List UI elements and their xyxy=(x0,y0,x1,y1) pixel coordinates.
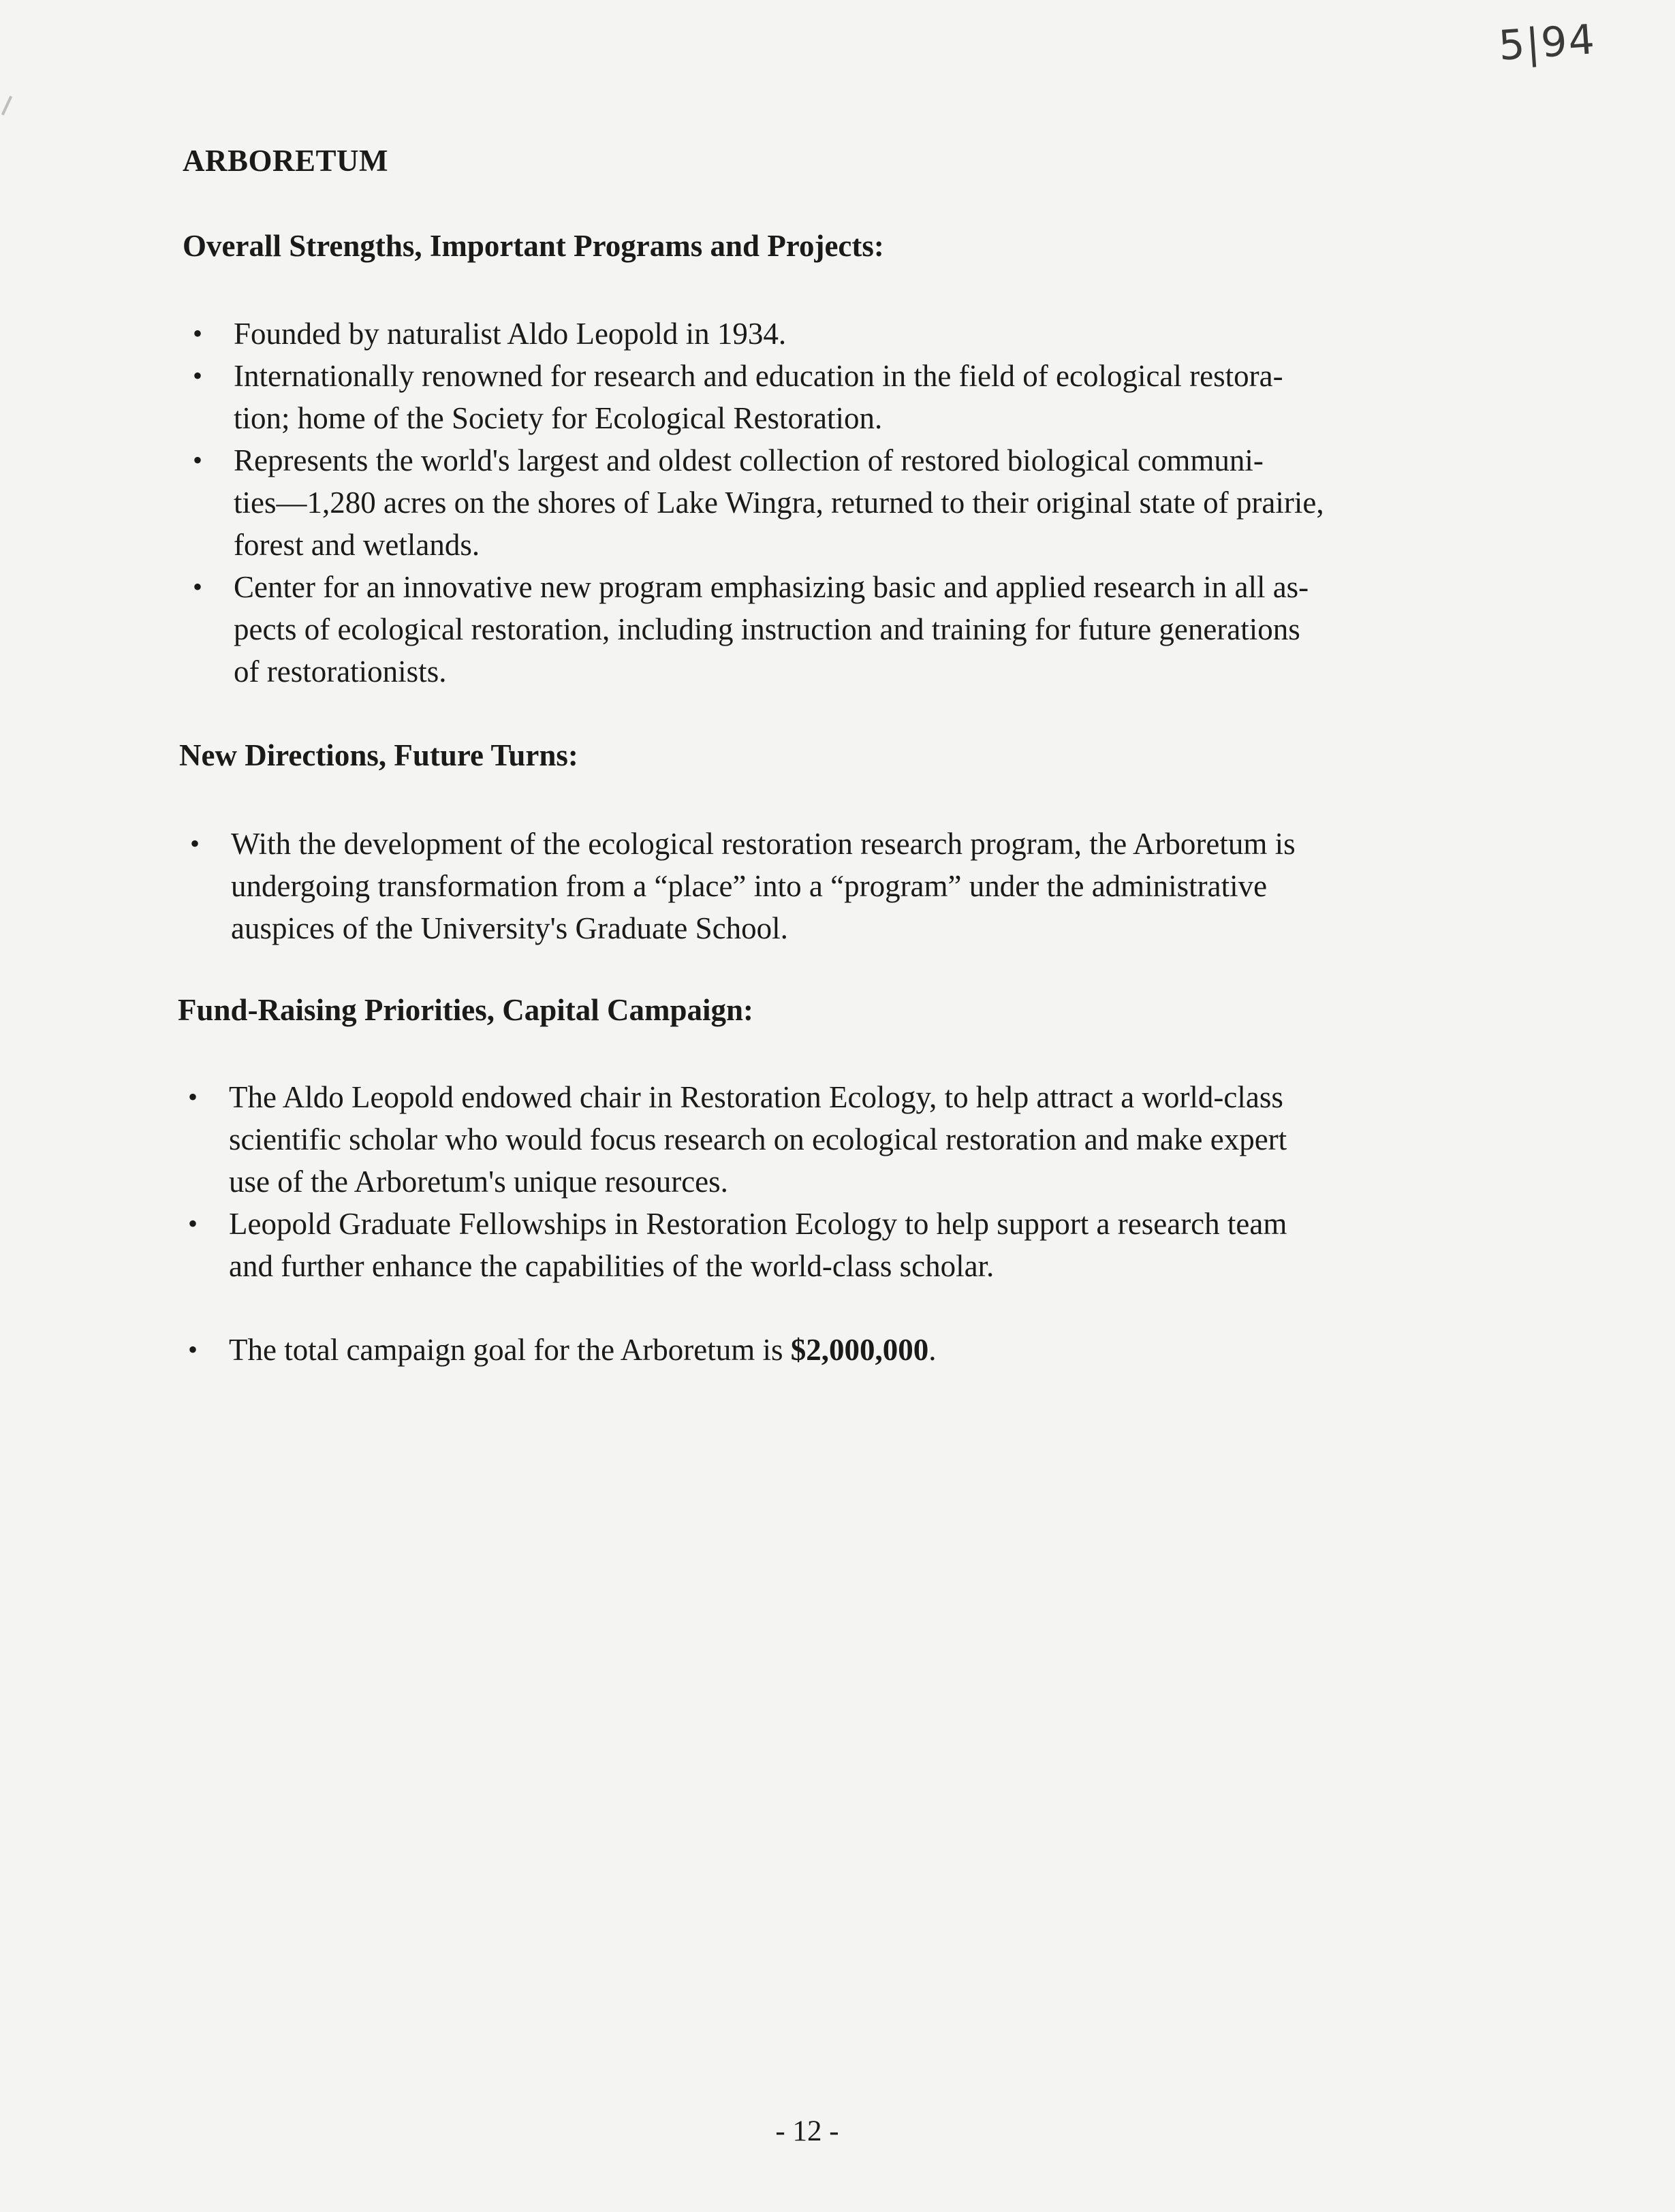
list-item-line: auspices of the University's Graduate School. xyxy=(231,911,788,945)
list-item-line: Founded by naturalist Aldo Leopold in 1934. xyxy=(234,317,787,351)
bullet-icon: • xyxy=(193,360,203,391)
list-item-line: Center for an innovative new program emphasizing basic and applied research in all as- xyxy=(234,570,1309,604)
list-item-line: scientific scholar who would focus research on ecological restoration and make expert xyxy=(229,1122,1287,1156)
list-item-line: Represents the world's largest and oldest collection of restored biological communi- xyxy=(234,443,1264,477)
campaign-goal-amount: $2,000,000 xyxy=(790,1333,929,1367)
campaign-goal-line xyxy=(229,1329,937,1371)
list-item-line: undergoing transformation from a “place” into a “program” under the administrative xyxy=(231,869,1268,903)
directions-list xyxy=(190,823,1296,949)
section-heading-strengths: Overall Strengths, Important Programs and Projects: xyxy=(183,229,884,263)
list-item xyxy=(193,439,1324,566)
document-title: ARBORETUM xyxy=(183,144,389,178)
list-item-line: The Aldo Leopold endowed chair in Restoration Ecology, to help attract a world-class xyxy=(229,1080,1283,1114)
list-item-line: forest and wetlands. xyxy=(234,528,480,562)
list-item xyxy=(188,1203,1287,1287)
list-item-line: of restorationists. xyxy=(234,654,447,689)
campaign-goal-text: The total campaign goal for the Arboretum is xyxy=(229,1333,791,1367)
bullet-icon: • xyxy=(188,1208,198,1239)
scan-mark xyxy=(1,96,12,116)
list-item-line: use of the Arboretum's unique resources. xyxy=(229,1165,728,1199)
bullet-icon: • xyxy=(188,1334,198,1365)
strengths-list xyxy=(193,313,1324,693)
section-heading-directions: New Directions, Future Turns: xyxy=(179,738,578,772)
section-heading-fundraising: Fund-Raising Priorities, Capital Campaign: xyxy=(178,993,754,1027)
bullet-icon: • xyxy=(188,1081,198,1112)
page-number: - 12 - xyxy=(775,2115,839,2147)
bullet-icon: • xyxy=(193,571,203,602)
list-item-line: tion; home of the Society for Ecological Restoration. xyxy=(234,401,883,435)
list-item xyxy=(193,313,1324,355)
handwritten-page-note: 5|94 xyxy=(1497,16,1598,70)
list-item xyxy=(193,355,1324,439)
fundraising-list xyxy=(188,1076,1287,1287)
list-item-line: Internationally renowned for research and education in the field of ecological restora- xyxy=(234,359,1283,393)
list-item xyxy=(190,823,1296,949)
list-item-line: pects of ecological restoration, including instruction and training for future generations xyxy=(234,612,1300,646)
campaign-goal-end: . xyxy=(928,1333,937,1367)
bullet-icon: • xyxy=(193,445,203,475)
list-item xyxy=(193,566,1324,693)
list-item-line: Leopold Graduate Fellowships in Restoration Ecology to help support a research team xyxy=(229,1207,1287,1241)
list-item-line: and further enhance the capabilities of the world-class scholar. xyxy=(229,1249,995,1283)
list-item xyxy=(188,1329,937,1371)
list-item xyxy=(188,1076,1287,1203)
list-item-line: With the development of the ecological restoration research program, the Arboretum is xyxy=(231,827,1296,861)
bullet-icon: • xyxy=(193,318,203,349)
campaign-goal-list xyxy=(188,1329,937,1371)
bullet-icon: • xyxy=(190,828,200,859)
list-item-line: ties—1,280 acres on the shores of Lake Wingra, returned to their original state of prairie, xyxy=(234,486,1324,520)
